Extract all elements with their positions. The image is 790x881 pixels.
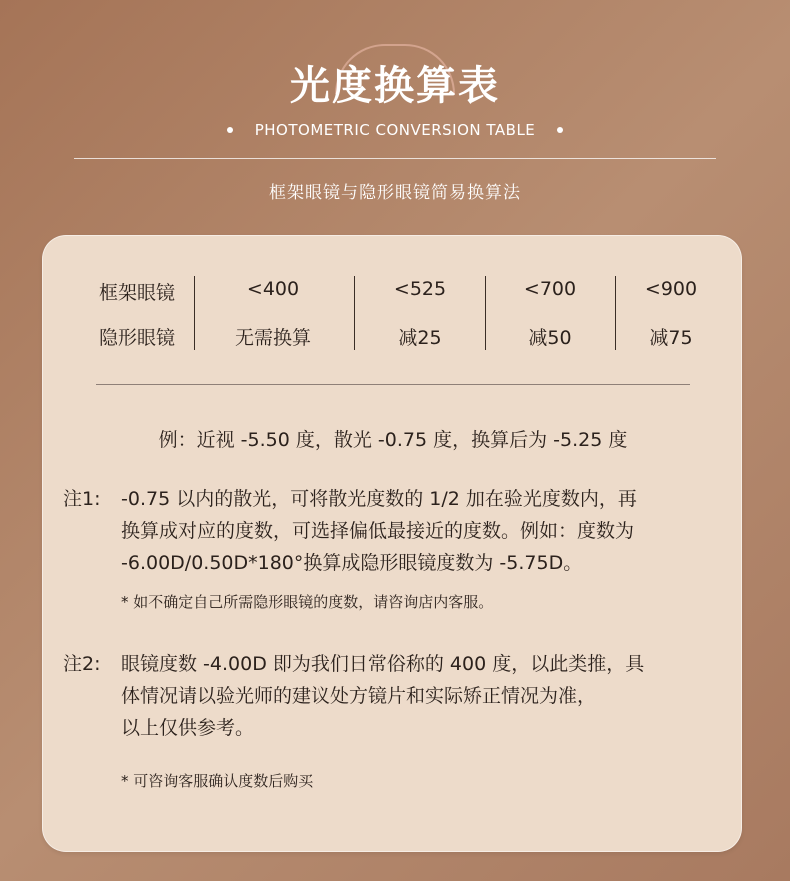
column-divider: [615, 276, 616, 350]
note1-line: -0.75 以内的散光，可将散光度数的 1/2 加在验光度数内，再: [121, 488, 637, 510]
note1-line: -6.00D/0.50D*180°换算成隐形眼镜度数为 -5.75D。: [121, 552, 583, 574]
column-divider: [485, 276, 486, 350]
page-title: 光度换算表: [290, 63, 500, 109]
divider: [74, 158, 716, 159]
note1-label: 注1:: [63, 488, 101, 510]
table-row-label: 隐形眼镜: [98, 327, 175, 349]
table-cell: <900: [644, 278, 698, 300]
note1-footnote: * 如不确定自己所需隐形眼镜的度数，请咨询店内客服。: [121, 593, 494, 611]
table-row-label: 框架眼镜: [98, 282, 175, 304]
column-divider: [354, 276, 355, 350]
note2-line: 以上仅供参考。: [121, 717, 255, 739]
table-cell: <700: [523, 278, 577, 300]
example-text: 例：近视 -5.50 度，散光 -0.75 度，换算后为 -5.25 度: [158, 429, 628, 451]
table-cell: <525: [393, 278, 447, 300]
table-cell: 减25: [398, 327, 442, 349]
conversion-card: [42, 235, 742, 852]
table-cell: 无需换算: [234, 327, 311, 349]
column-divider: [194, 276, 195, 350]
note2-line: 体情况请以验光师的建议处方镜片和实际矫正情况为准，: [121, 685, 597, 707]
section-caption: 框架眼镜与隐形眼镜简易换算法: [269, 183, 521, 203]
bullet-dot-icon: [227, 127, 233, 133]
table-cell: <400: [246, 278, 300, 300]
table-cell: 减75: [649, 327, 693, 349]
note2-label: 注2:: [63, 653, 101, 675]
note1-line: 换算成对应的度数，可选择偏低最接近的度数。例如：度数为: [121, 520, 635, 542]
divider: [96, 384, 690, 385]
note2-footnote: * 可咨询客服确认度数后购买: [121, 772, 314, 790]
subtitle-text: PHOTOMETRIC CONVERSION TABLE: [254, 121, 536, 139]
bullet-dot-icon: [557, 127, 563, 133]
page-subtitle: [0, 120, 790, 140]
table-cell: 减50: [528, 327, 572, 349]
note2-line: 眼镜度数 -4.00D 即为我们日常俗称的 400 度，以此类推，具: [121, 653, 645, 675]
